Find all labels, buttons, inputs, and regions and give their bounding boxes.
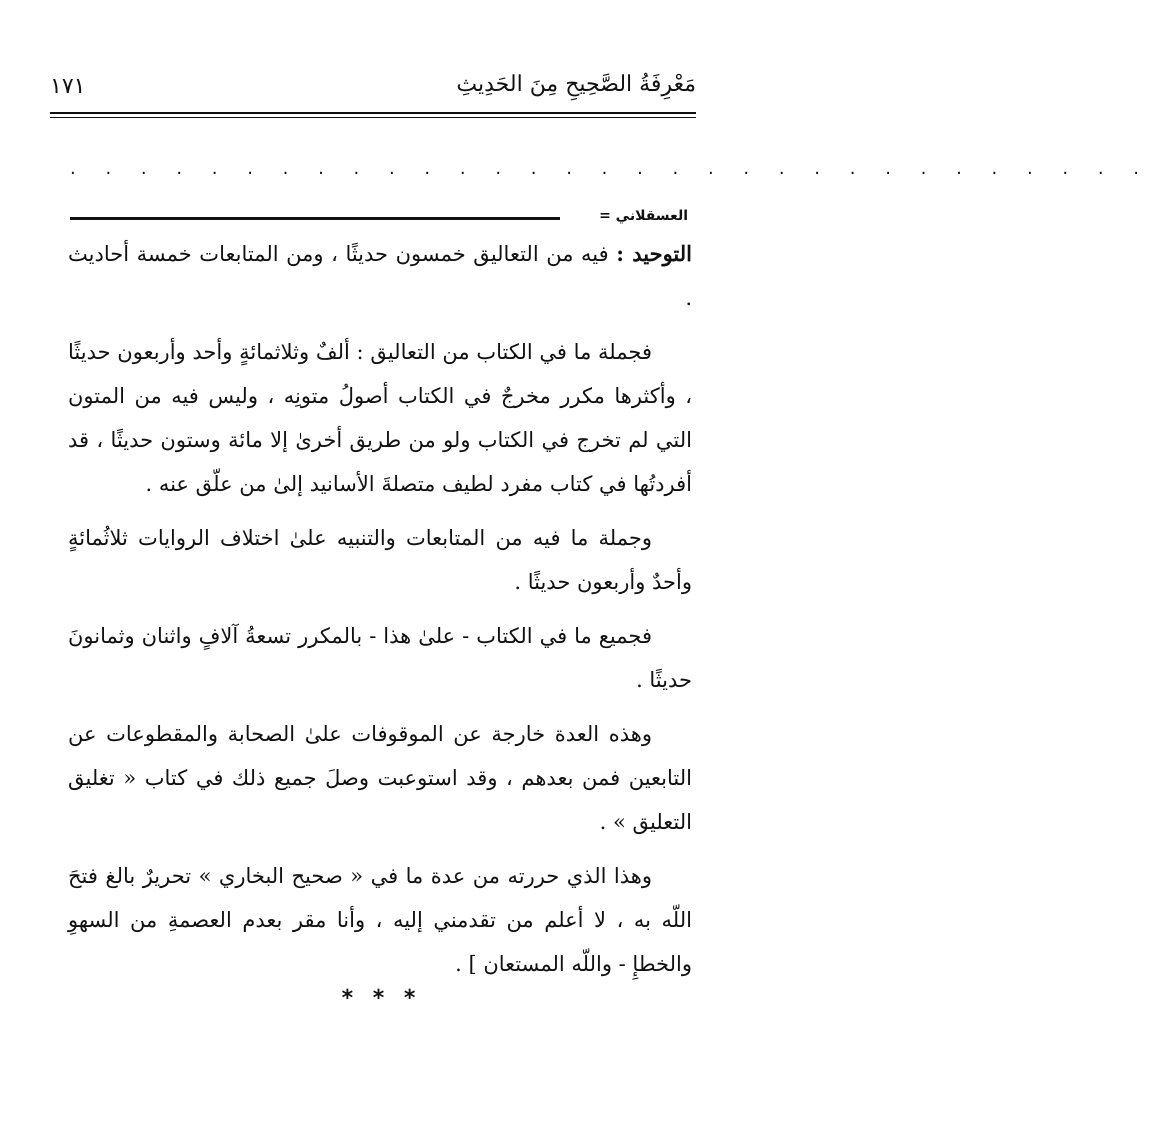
running-title: مَعْرِفَةُ الصَّحِيحِ مِنَ الحَدِيثِ	[456, 72, 696, 97]
footnote-rule	[70, 217, 560, 220]
paragraph-mawqufat: وهذه العدة خارجة عن الموقوفات علىٰ الصحابة والمقطوعات عن التابعين فمن بعدهم ، وقد استوعبت وصلَ جميع ذلك في كتاب « تغليق التعليق » .	[68, 722, 692, 834]
omission-dots: . . . . . . . . . . . . . . . . . . . . . . . . . . . . . . .	[70, 158, 1151, 179]
paragraph-mutabaat-total: وجملة ما فيه من المتابعات والتنبيه علىٰ اختلاف الروايات ثلاثُمائةٍ وأحدٌ وأربعون حديثًا .	[68, 526, 692, 594]
end-of-section-asterisks: * * *	[341, 986, 422, 1011]
paragraph-text: فيه من التعاليق خمسون حديثًا ، ومن المتابعات خمسة أحاديث .	[68, 242, 692, 310]
paragraph-lead: التوحيد :	[616, 241, 692, 266]
footnote-label: العسقلاني =	[599, 208, 688, 224]
page-header	[50, 72, 696, 108]
paragraph-tawhid	[68, 232, 692, 320]
body-text	[68, 232, 692, 996]
page-number: ١٧١	[50, 74, 86, 99]
paragraph-taaliq-total: فجملة ما في الكتاب من التعاليق : ألفٌ وثلاثمائةٍ وأحد وأربعون حديثًا ، وأكثرها مكرر مخرجٌ في الكتاب أصولُ متونِه ، وليس فيه من المتون التي لم تخرج في الكتاب ولو من طريق أخرىٰ إلا مائة وستون حديثًا ، قد أفردتُها في كتاب مفرد لطيف متصلةَ الأسانيد إلىٰ من علّق عنه .	[68, 340, 692, 496]
paragraph-closing: وهذا الذي حررته من عدة ما في « صحيح البخاري » تحريرٌ بالغ فتحَ اللّه به ، لا أعلم من تقدمني إليه ، وأنا مقر بعدم العصمةِ من السهوِ والخطإِ - واللّه المستعان ] .	[68, 864, 692, 976]
header-rule-thick	[50, 112, 696, 114]
footnote-divider	[70, 208, 688, 230]
header-rule-thin	[50, 117, 696, 118]
paragraph-grand-total: فجميع ما في الكتاب - علىٰ هذا - بالمكرر تسعةُ آلافٍ واثنان وثمانونَ حديثًا .	[68, 624, 692, 692]
